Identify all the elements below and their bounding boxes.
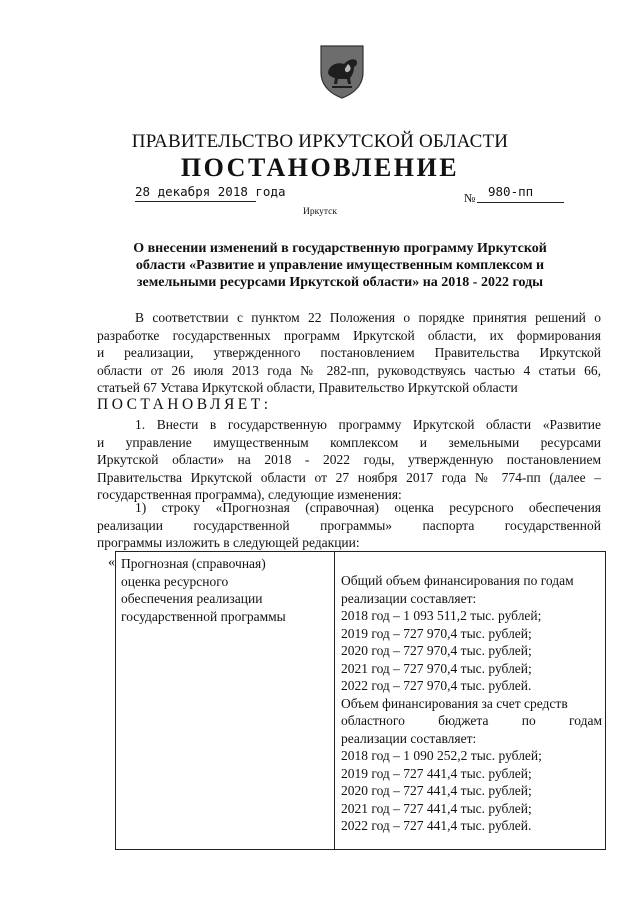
document-date: 28 декабря 2018 года [135, 184, 286, 199]
table-left-cell [121, 555, 331, 625]
right-cell-line: 2021 год – 727 441,4 тыс. рублей; [341, 800, 532, 816]
government-title: ПРАВИТЕЛЬСТВО ИРКУТСКОЙ ОБЛАСТИ [131, 131, 509, 152]
document-type-heading: ПОСТАНОВЛЕНИЕ [180, 153, 460, 182]
right-cell-line: 2021 год – 727 970,4 тыс. рублей; [341, 660, 532, 676]
subject-line: земельными ресурсами Иркутской области» на 2018 - 2022 годы [136, 275, 544, 290]
city-name: Иркутск [303, 207, 337, 217]
subitem-1-line: программы изложить в следующей редакции: [97, 535, 360, 550]
subitem-1-line: реализации государственной программы» паспорта государственной [97, 517, 601, 533]
subitem-1-line: 1) строку «Прогнозная (справочная) оценка ресурсного обеспечения [135, 500, 601, 515]
date-underline [135, 201, 256, 202]
coat-of-arms-emblem [318, 42, 366, 100]
left-cell-line: государственной программы [121, 608, 286, 624]
subject-line: О внесении изменений в государственную программу Иркутской [133, 241, 547, 256]
preamble-line: разработке государственных программ Иркутской области, их формирования [97, 327, 601, 343]
number-underline [477, 202, 564, 203]
right-cell-line: 2020 год – 727 441,4 тыс. рублей; [341, 783, 532, 798]
document-subject [120, 240, 560, 291]
item-1-line: 1. Внести в государственную программу Иркутской области «Развитие [135, 417, 601, 432]
right-cell-line: областного бюджета по годам [341, 713, 602, 728]
subject-line: области «Развитие и управление имущественным комплексом и [135, 258, 545, 273]
preamble-line: области от 26 июля 2013 года № 282-пп, руководствуясь частью 4 статьи 66, [97, 362, 601, 378]
right-cell-line: 2022 год – 727 441,4 тыс. рублей. [341, 818, 532, 833]
subitem-1-paragraph [97, 499, 601, 552]
document-number: 980-пп [488, 184, 534, 199]
number-sign: № [464, 191, 476, 205]
preamble-line: статьей 67 Устава Иркутской области, Правительство Иркутской области [97, 380, 518, 395]
opening-quote-mark: « [108, 555, 115, 570]
preamble-line: В соответствии с пунктом 22 Положения о порядке принятия решений о [135, 310, 601, 325]
left-cell-line: обеспечения реализации [121, 591, 263, 606]
right-cell-line: Объем финансирования за счет средств [341, 695, 568, 711]
decree-word: ПОСТАНОВЛЯЕТ: [97, 396, 272, 413]
item-1-paragraph [97, 416, 601, 504]
left-cell-line: оценка ресурсного [121, 573, 229, 589]
item-1-line: государственная программа), следующие изменения: [97, 487, 402, 502]
right-cell-line: реализации составляет: [341, 730, 477, 746]
right-cell-line: реализации составляет: [341, 590, 477, 606]
item-1-line: Правительства Иркутской области от 27 ноября 2017 года № 774-пп (далее – [97, 469, 601, 485]
preamble-paragraph [97, 309, 601, 397]
item-1-line: и управление имущественным комплексом и земельными ресурсами [97, 434, 601, 450]
left-cell-line: Прогнозная (справочная) [121, 556, 266, 571]
right-cell-line: 2018 год – 1 093 511,2 тыс. рублей; [341, 608, 542, 623]
right-cell-line: 2018 год – 1 090 252,2 тыс. рублей; [341, 748, 542, 763]
right-cell-line: 2019 год – 727 441,4 тыс. рублей; [341, 765, 532, 781]
funding-table [115, 551, 606, 850]
right-cell-line: 2019 год – 727 970,4 тыс. рублей; [341, 625, 532, 641]
right-cell-line: 2022 год – 727 970,4 тыс. рублей. [341, 678, 532, 693]
preamble-line: и реализации, утвержденного постановлением Правительства Иркутской [97, 345, 601, 360]
right-cell-line: Общий объем финансирования по годам [341, 573, 574, 588]
right-cell-line: 2020 год – 727 970,4 тыс. рублей; [341, 643, 532, 658]
table-column-divider [334, 552, 335, 849]
table-right-cell [341, 572, 602, 835]
item-1-line: Иркутской области» на 2018 - 2022 годы, утвержденную постановлением [97, 452, 601, 467]
